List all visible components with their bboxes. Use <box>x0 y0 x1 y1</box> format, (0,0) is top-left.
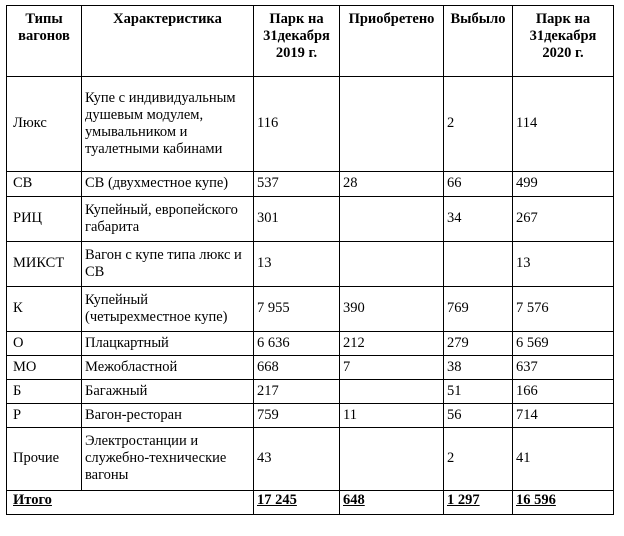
cell-wagon-type: МИКСТ <box>7 242 82 287</box>
cell-park-2019: 668 <box>254 356 340 380</box>
cell-park-2020: 6 569 <box>513 332 614 356</box>
cell-characteristic: Купе с индивидуальным душевым модулем, умывальником и туалетными кабинами <box>82 77 254 172</box>
cell-park-2019: 217 <box>254 380 340 404</box>
total-park-2019: 17 245 <box>254 491 340 515</box>
table-row <box>7 77 614 172</box>
cell-characteristic: Вагон-ресторан <box>82 404 254 428</box>
cell-park-2019: 759 <box>254 404 340 428</box>
cell-retired: 34 <box>444 197 513 242</box>
table-row <box>7 242 614 287</box>
cell-park-2020: 166 <box>513 380 614 404</box>
cell-park-2020: 7 576 <box>513 287 614 332</box>
cell-retired: 2 <box>444 77 513 172</box>
cell-characteristic: Межобластной <box>82 356 254 380</box>
cell-retired: 2 <box>444 428 513 491</box>
cell-retired <box>444 242 513 287</box>
header-park-2020: Парк на 31декабря 2020 г. <box>513 6 614 77</box>
cell-park-2020: 114 <box>513 77 614 172</box>
cell-wagon-type: Люкс <box>7 77 82 172</box>
cell-park-2019: 537 <box>254 172 340 197</box>
cell-acquired: 7 <box>340 356 444 380</box>
table-row <box>7 356 614 380</box>
cell-characteristic: Багажный <box>82 380 254 404</box>
cell-park-2019: 13 <box>254 242 340 287</box>
total-label: Итого <box>7 491 254 515</box>
cell-retired: 279 <box>444 332 513 356</box>
cell-park-2020: 267 <box>513 197 614 242</box>
cell-wagon-type: МО <box>7 356 82 380</box>
cell-characteristic: Вагон с купе типа люкс и СВ <box>82 242 254 287</box>
cell-park-2019: 43 <box>254 428 340 491</box>
rolling-stock-table <box>6 5 614 515</box>
cell-retired: 56 <box>444 404 513 428</box>
cell-park-2019: 116 <box>254 77 340 172</box>
cell-acquired <box>340 242 444 287</box>
cell-retired: 38 <box>444 356 513 380</box>
cell-acquired <box>340 428 444 491</box>
cell-park-2019: 301 <box>254 197 340 242</box>
header-wagon-type: Типы вагонов <box>7 6 82 77</box>
cell-characteristic: Электростанции и служебно-технические вагоны <box>82 428 254 491</box>
cell-acquired <box>340 380 444 404</box>
cell-characteristic: СВ (двухместное купе) <box>82 172 254 197</box>
cell-wagon-type: СВ <box>7 172 82 197</box>
total-acquired: 648 <box>340 491 444 515</box>
cell-retired: 51 <box>444 380 513 404</box>
cell-park-2019: 6 636 <box>254 332 340 356</box>
cell-acquired: 212 <box>340 332 444 356</box>
cell-retired: 66 <box>444 172 513 197</box>
cell-characteristic: Плацкартный <box>82 332 254 356</box>
cell-characteristic: Купейный (четырехместное купе) <box>82 287 254 332</box>
table-row <box>7 428 614 491</box>
cell-wagon-type: Б <box>7 380 82 404</box>
table-row <box>7 197 614 242</box>
cell-park-2020: 13 <box>513 242 614 287</box>
cell-wagon-type: Р <box>7 404 82 428</box>
cell-park-2020: 637 <box>513 356 614 380</box>
total-row <box>7 491 614 515</box>
header-characteristic: Характеристика <box>82 6 254 77</box>
table-row <box>7 172 614 197</box>
cell-park-2020: 499 <box>513 172 614 197</box>
header-acquired: Приобретено <box>340 6 444 77</box>
table-row <box>7 332 614 356</box>
cell-retired: 769 <box>444 287 513 332</box>
cell-park-2020: 41 <box>513 428 614 491</box>
cell-wagon-type: РИЦ <box>7 197 82 242</box>
cell-acquired: 390 <box>340 287 444 332</box>
total-park-2020: 16 596 <box>513 491 614 515</box>
header-retired: Выбыло <box>444 6 513 77</box>
table-row <box>7 287 614 332</box>
cell-park-2019: 7 955 <box>254 287 340 332</box>
cell-acquired <box>340 197 444 242</box>
cell-wagon-type: Прочие <box>7 428 82 491</box>
table-row <box>7 404 614 428</box>
cell-wagon-type: О <box>7 332 82 356</box>
table-header-row <box>7 6 614 77</box>
total-retired: 1 297 <box>444 491 513 515</box>
table-row <box>7 380 614 404</box>
cell-wagon-type: К <box>7 287 82 332</box>
cell-acquired <box>340 77 444 172</box>
cell-acquired: 28 <box>340 172 444 197</box>
header-park-2019: Парк на 31декабря 2019 г. <box>254 6 340 77</box>
cell-park-2020: 714 <box>513 404 614 428</box>
cell-acquired: 11 <box>340 404 444 428</box>
cell-characteristic: Купейный, европейского габарита <box>82 197 254 242</box>
